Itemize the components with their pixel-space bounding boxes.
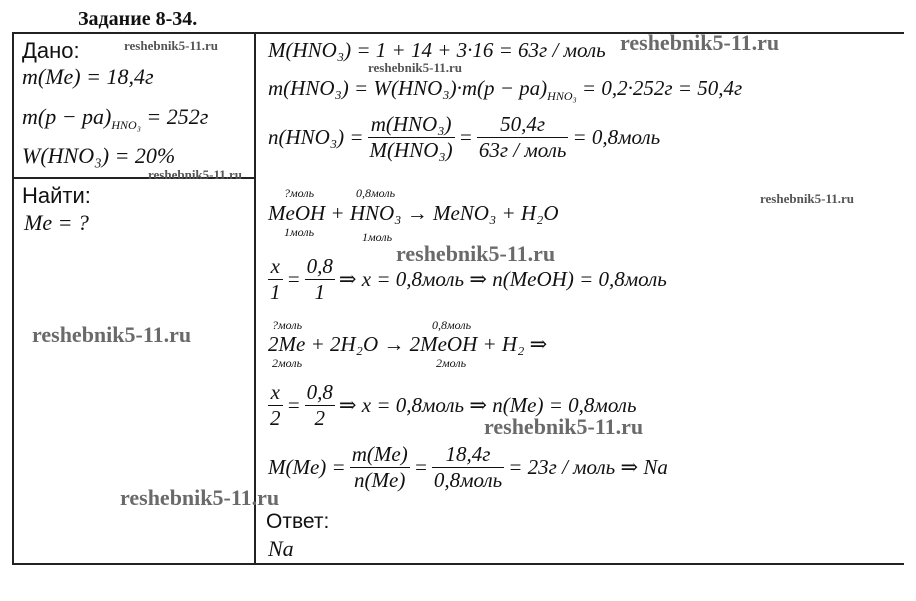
eq1-below-2: 1моль — [362, 230, 393, 244]
watermark: reshebnik5-11.ru — [124, 38, 219, 53]
given-mass-solution — [22, 104, 208, 133]
reaction-2: 2Me + 2H₂O → 2MeOH + H₂ ⇒ — [268, 332, 548, 356]
line3-fraction-2 — [477, 112, 569, 163]
watermark: reshebnik5-11.ru — [148, 167, 243, 182]
watermark: reshebnik5-11.ru — [120, 485, 280, 510]
solution-line-moles-hno3 — [268, 112, 660, 163]
molar-fraction-2 — [432, 442, 504, 493]
given-mass-solution-text: m(p − pa) — [22, 104, 112, 129]
molar-lhs: M(Me) = — [268, 455, 346, 479]
molar-eq: = — [413, 455, 428, 479]
prop1-rhs: ⇒ x = 0,8моль ⇒ n(MeOH) = 0,8моль — [338, 267, 667, 291]
molar-fraction-1 — [350, 442, 410, 493]
molar-num2: 18,4г — [432, 442, 504, 468]
molar-rhs: = 23г / моль ⇒ Na — [508, 455, 668, 479]
answer-value: Na — [268, 536, 294, 561]
molar-mass-me — [268, 442, 668, 493]
solution-line2-sub: HNO₃ — [547, 89, 577, 103]
prop2-den1: 2 — [270, 406, 281, 430]
table-bottom-border — [12, 563, 904, 565]
prop1-num2: 0,8 — [306, 254, 333, 278]
watermark: reshebnik5-11.ru — [620, 30, 780, 55]
given-mass-solution-value: = 252г — [146, 104, 209, 129]
watermark: reshebnik5-11.ru — [760, 191, 855, 206]
line3-fraction-1 — [368, 112, 455, 163]
molar-den1: n(Me) — [354, 468, 406, 492]
find-label: Найти: — [22, 183, 91, 208]
watermark: reshebnik5-11.ru — [32, 322, 192, 347]
line3-lhs: n(HNO₃) = — [268, 125, 364, 149]
eq2-below-1: 2моль — [272, 356, 303, 370]
prop2-fraction-2 — [305, 380, 335, 431]
prop2-eq: = — [286, 393, 301, 417]
line3-den2: 63г / моль — [478, 138, 567, 162]
reaction-1: MeOH + HNO₃ → MeNO₃ + H₂O — [268, 201, 559, 225]
solution-line2-a: m(HNO₃) = W(HNO₃)·m(p − pa) — [268, 76, 548, 100]
watermark: reshebnik5-11.ru — [484, 414, 644, 439]
prop1-eq: = — [286, 267, 301, 291]
prop1-fraction-1 — [268, 254, 283, 305]
given-mass-me: m(Me) = 18,4г — [22, 64, 154, 89]
solution-line-mass-hno3 — [268, 76, 742, 104]
prop2-den2: 2 — [314, 406, 326, 430]
eq1-above-2: 0,8моль — [356, 186, 396, 200]
eq2-below-2: 2моль — [436, 356, 467, 370]
prop2-fraction-1 — [268, 380, 283, 431]
watermark: reshebnik5-11.ru — [396, 241, 556, 266]
prop1-num1: x — [268, 254, 283, 280]
prop2-num2: 0,8 — [306, 380, 333, 404]
line3-num2: 50,4г — [477, 112, 569, 138]
given-label: Дано: — [22, 38, 80, 63]
line3-eq: = — [458, 125, 473, 149]
watermark: reshebnik5-11.ru — [368, 60, 463, 75]
answer-label: Ответ: — [266, 510, 330, 533]
prop2-num1: x — [268, 380, 283, 406]
line3-rhs: = 0,8моль — [572, 125, 661, 149]
eq1-below-1: 1моль — [284, 225, 315, 239]
prop1-den1: 1 — [270, 280, 281, 304]
task-title: Задание 8-34. — [78, 8, 198, 30]
line3-num1: m(HNO₃) — [368, 112, 455, 138]
molar-num1: m(Me) — [351, 442, 408, 466]
eq2-above-1: ?моль — [272, 318, 303, 332]
prop2-rhs: ⇒ x = 0,8моль ⇒ n(Me) = 0,8моль — [338, 393, 637, 417]
prop1-den2: 1 — [314, 280, 326, 304]
table-left-border — [12, 32, 14, 564]
solution-line-molar-hno3: M(HNO₃) = 1 + 14 + 3·16 = 63г / моль — [268, 38, 606, 62]
molar-den2: 0,8моль — [433, 468, 503, 492]
eq2-above-2: 0,8моль — [432, 318, 472, 332]
given-mass-solution-sub: HNO₃ — [111, 118, 141, 132]
line3-den1: M(HNO₃) — [369, 138, 453, 162]
given-mass-fraction: W(HNO₃) = 20% — [22, 143, 176, 168]
prop1-fraction-2 — [305, 254, 335, 305]
solution-line2-b: = 0,2·252г = 50,4г — [581, 76, 743, 100]
eq1-above-1: ?моль — [284, 186, 315, 200]
find-target: Me = ? — [24, 210, 89, 235]
